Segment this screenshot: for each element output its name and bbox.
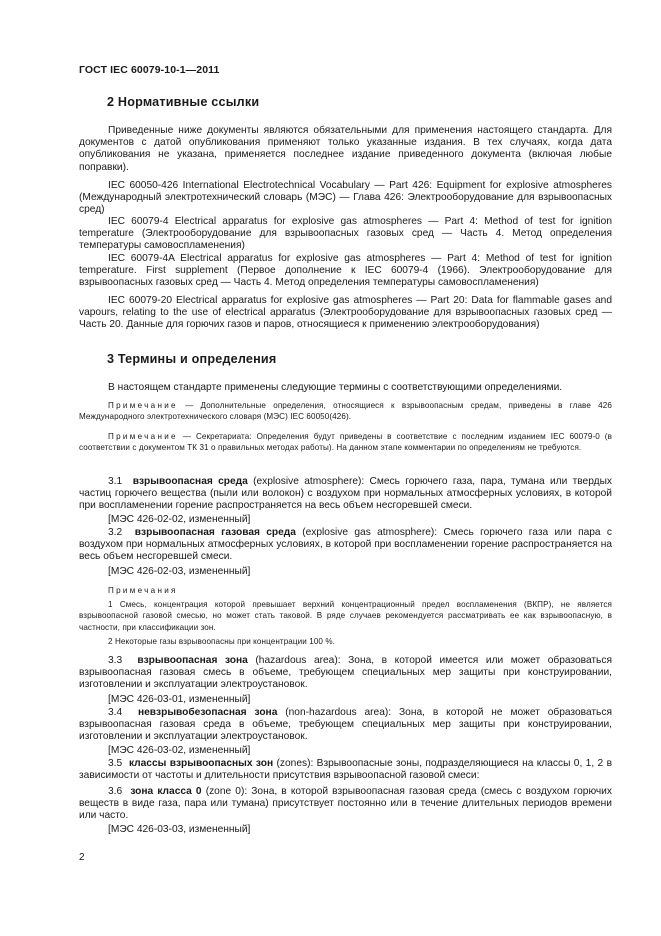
term-number: 3.6 xyxy=(108,786,123,797)
term-definition: (explosive gas atmosphere): Смесь горючего газа или пара с воздухом при нормальных атмосферных условиях, в которой при воспламенении горение распространяется на весь объем несгоревшей смеси. xyxy=(79,527,612,563)
term-name: взрывоопасная газовая среда xyxy=(134,527,296,538)
term-3-4 xyxy=(79,707,612,744)
document-header: ГОСТ IEC 60079-10-1—2011 xyxy=(79,64,220,76)
term-number: 3.4 xyxy=(108,707,123,718)
note-2 xyxy=(79,431,612,454)
term-definition: (zones): Взрывоопасные зоны, подразделяющиеся на классы 0, 1, 2 в зависимости от частоты и длительности присутствия взрывоопасной газовой смеси: xyxy=(79,758,613,782)
term-definition: (non-hazardous area): Зона, в которой не может образоваться взрывоопасная газовая среда в объеме, требующем специальных мер защиты при конструировании, изготовлении и эксплуатации электроустановок. xyxy=(79,707,612,743)
term-name: классы взрывоопасных зон xyxy=(128,758,274,769)
term-name: взрывоопасная зона xyxy=(137,655,248,666)
normative-ref-2: IEC 60079-4 Electrical apparatus for explosive gas atmospheres — Part 4: Method of test for ignition temperature (Электрооборудование для взрывоопасных газовых сред — Часть 4. Метод определения температуры самовоспламенения) xyxy=(79,216,612,252)
note-text: — Секретариата: Определения будут приведены в соответствие с последним изданием IEC 60079-0 (в соответствии с документом ТК 31 о правильных методах работы). На данном этапе комментарии по определениям не требуются. xyxy=(79,432,612,453)
term-3-3 xyxy=(79,655,612,692)
term-number: 3.1 xyxy=(108,476,123,487)
section-2-intro: Приведенные ниже документы являются обязательными для применения настоящего стандарта. Для документов с датой опубликования применяют только указанные издания. В тех случаях, когда дата опубликования не указана, применяется последнее издание приведенного документа (включая любые поправки). xyxy=(79,125,612,173)
section-2-heading: 2 Нормативные ссылки xyxy=(107,95,260,109)
term-number: 3.5 xyxy=(108,758,123,769)
section-3-intro: В настоящем стандарте применены следующие термины с соответствующими определениями. xyxy=(108,382,563,393)
term-name: взрывоопасная среда xyxy=(132,476,248,487)
normative-ref-3: IEC 60079-4A Electrical apparatus for explosive gas atmospheres — Part 4: Method of test for ignition temperature. First supplement (Первое дополнение к IEC 60079-4 (1966). Электрооборудование для взрывоопасных газовых сред — Часть 4. Метод определения температуры самовоспламенения) xyxy=(79,253,612,289)
page-number: 2 xyxy=(79,852,85,863)
note-text: — Дополнительные определения, относящиеся к взрывоопасным средам, приведены в главе 426 Международного электротехнического словаря (МЭС) IEC 60050(426). xyxy=(79,401,612,422)
term-number: 3.3 xyxy=(108,655,123,666)
term-3-2 xyxy=(79,527,612,564)
term-3-6-source: [МЭС 426-03-03, измененный] xyxy=(108,824,251,835)
term-3-1-source: [МЭС 426-02-02, измененный] xyxy=(108,514,251,525)
note-1 xyxy=(79,400,612,423)
notes-item-2: 2 Некоторые газы взрывоопасны при концентрации 100 %. xyxy=(108,637,336,646)
term-definition: (hazardous area): Зона, в которой имеется или может образоваться взрывоопасная газовая смесь в объеме, требующем специальных мер защиты при конструировании, изготовлении и эксплуатации электроустановок. xyxy=(79,655,612,691)
notes-item-1: 1 Смесь, концентрация которой превышает верхний концентрационный предел воспламенения (ВКПР), не является взрывоопасной газовой смесью, но может стать таковой. В ряде случаев рекомендуется рассматривать ее как взрывоопасную, в частности, при классификации зон. xyxy=(79,600,612,632)
term-3-1 xyxy=(79,476,612,513)
section-3-heading: 3 Термины и определения xyxy=(107,352,277,366)
term-3-6 xyxy=(79,786,612,823)
term-number: 3.2 xyxy=(108,527,123,538)
term-name: невзрывобезопасная зона xyxy=(137,707,278,718)
term-3-4-source: [МЭС 426-03-02, измененный] xyxy=(108,745,251,756)
normative-ref-4: IEC 60079-20 Electrical apparatus for explosive gas atmospheres — Part 20: Data for flammable gases and vapours, relating to the use of electrical apparatus (Электрооборудование для взрывоопасных газовых сред — Часть 20. Данные для горючих газов и паров, относящиеся к применению электрооборудования) xyxy=(79,295,612,331)
note-label: Примечание xyxy=(108,401,178,410)
term-3-5 xyxy=(79,758,612,782)
normative-ref-1: IEC 60050-426 International Electrotechnical Vocabulary — Part 426: Equipment for explosive atmospheres (Международный электротехнический словарь (МЭС) — Глава 426: Электрооборудование для взрывоопасных сред) xyxy=(79,180,612,216)
term-3-3-source: [МЭС 426-03-01, измененный] xyxy=(108,694,251,705)
note-label: Примечание xyxy=(108,432,178,441)
term-name: зона класса 0 xyxy=(130,786,202,797)
term-definition: (explosive atmosphere): Смесь горючего газа, пара, тумана или твердых частиц горючего вещества (пыли или волокон) с воздухом при нормальных атмосферных условиях, в которой при воспламенении горение распространяется на весь объем несгоревшей смеси. xyxy=(79,476,612,512)
term-definition: (zone 0): Зона, в которой взрывоопасная газовая среда (смесь с воздухом горючих веществ в виде газа, пара или тумана) присутствует постоянно или в течение длительных периодов времени или часто. xyxy=(79,786,612,822)
notes-label: Примечания xyxy=(108,586,178,595)
term-3-2-source: [МЭС 426-02-03, измененный] xyxy=(108,566,251,577)
